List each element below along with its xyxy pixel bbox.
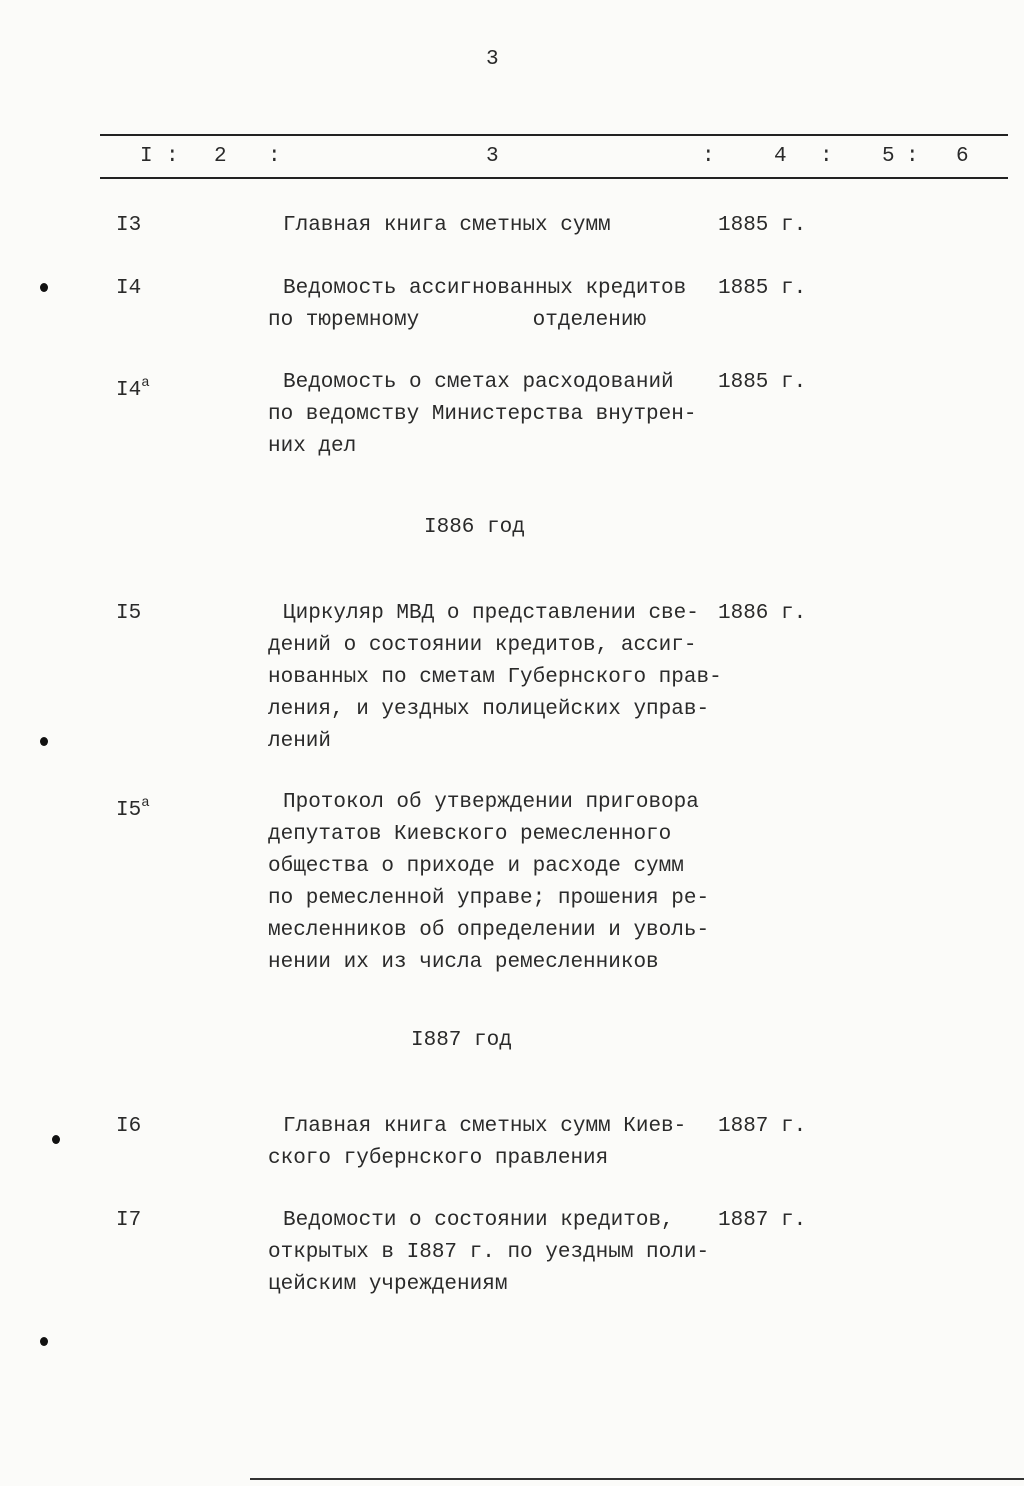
description-line: дений о состоянии кредитов, ассиг- <box>268 634 697 657</box>
column-header-5: 5 <box>882 145 895 168</box>
description-line: Протокол об утверждении приговора <box>283 791 699 814</box>
entry-number-text: I5 <box>116 799 142 822</box>
description-line: депутатов Киевского ремесленного <box>268 823 672 846</box>
page-bottom-edge <box>250 1478 1024 1480</box>
entry-number-suffix: а <box>141 795 150 811</box>
binding-hole-mark <box>52 1135 60 1144</box>
entry-date: 1885 г. <box>718 214 807 237</box>
description-line: Ведомость о сметах расходований <box>283 371 674 394</box>
description-line: Главная книга сметных сумм <box>283 214 611 237</box>
column-separator: : <box>268 145 281 168</box>
entry-number <box>116 598 141 630</box>
column-header-6: 6 <box>956 145 969 168</box>
year-heading-1887: I887 год <box>411 1029 512 1052</box>
entry-number-text: I7 <box>116 1209 142 1232</box>
entry-number-suffix: а <box>141 375 150 391</box>
column-separator: : <box>166 145 179 168</box>
description-line: ления, и уездных полицейских управ- <box>268 698 710 721</box>
binding-hole-mark <box>40 737 48 746</box>
entry-number-text: I3 <box>116 214 142 237</box>
description-line: по тюремному отделению <box>268 309 647 332</box>
entry-description <box>268 1205 709 1301</box>
entry-number <box>116 1205 141 1237</box>
entry-number <box>116 367 150 407</box>
column-header-3: 3 <box>486 145 499 168</box>
description-line: Ведомость ассигнованных кредитов <box>283 277 687 300</box>
entry-number <box>116 787 150 827</box>
description-line: них дел <box>268 435 357 458</box>
entry-date: 1886 г. <box>718 602 807 625</box>
entry-date: 1885 г. <box>718 371 807 394</box>
description-line: лений <box>268 730 332 753</box>
description-line: цейским учреждениям <box>268 1273 508 1296</box>
description-line: ского губернского правления <box>268 1147 609 1170</box>
binding-hole-mark <box>40 1337 48 1346</box>
column-header-2: 2 <box>214 145 227 168</box>
description-line: месленников об определении и уволь- <box>268 919 710 942</box>
entry-date: 1887 г. <box>718 1115 807 1138</box>
entry-number-text: I5 <box>116 602 142 625</box>
description-line: Ведомости о состоянии кредитов, <box>283 1209 674 1232</box>
entry-description <box>268 210 611 242</box>
entry-number-text: I4 <box>116 379 142 402</box>
column-separator: : <box>702 145 715 168</box>
column-header-4: 4 <box>774 145 787 168</box>
description-line: по ремесленной управе; прошения ре- <box>268 887 710 910</box>
entry-number-text: I4 <box>116 277 142 300</box>
table-header-rule <box>100 177 1008 179</box>
description-line: открытых в I887 г. по уездным поли- <box>268 1241 710 1264</box>
description-line: нении их из числа ремесленников <box>268 951 659 974</box>
entry-date: 1887 г. <box>718 1209 807 1232</box>
entry-number <box>116 210 141 242</box>
column-header-1: I <box>140 145 153 168</box>
entry-description <box>268 787 709 979</box>
column-separator: : <box>820 145 833 168</box>
year-heading-1886: I886 год <box>424 516 525 539</box>
entry-description <box>268 367 696 463</box>
table-top-rule <box>100 134 1008 136</box>
description-line: общества о приходе и расходе сумм <box>268 855 684 878</box>
binding-hole-mark <box>40 283 48 292</box>
page-number: 3 <box>486 48 499 71</box>
entry-description <box>268 273 686 337</box>
description-line: Главная книга сметных сумм Киев- <box>283 1115 687 1138</box>
description-line: нованных по сметам Губернского прав- <box>268 666 722 689</box>
description-line: Циркуляр МВД о представлении све- <box>283 602 699 625</box>
column-separator: : <box>906 145 919 168</box>
entry-description <box>268 1111 686 1175</box>
entry-date: 1885 г. <box>718 277 807 300</box>
entry-number-text: I6 <box>116 1115 142 1138</box>
entry-number <box>116 1111 141 1143</box>
description-line: по ведомству Министерства внутрен- <box>268 403 697 426</box>
entry-description <box>268 598 722 758</box>
entry-number <box>116 273 141 305</box>
